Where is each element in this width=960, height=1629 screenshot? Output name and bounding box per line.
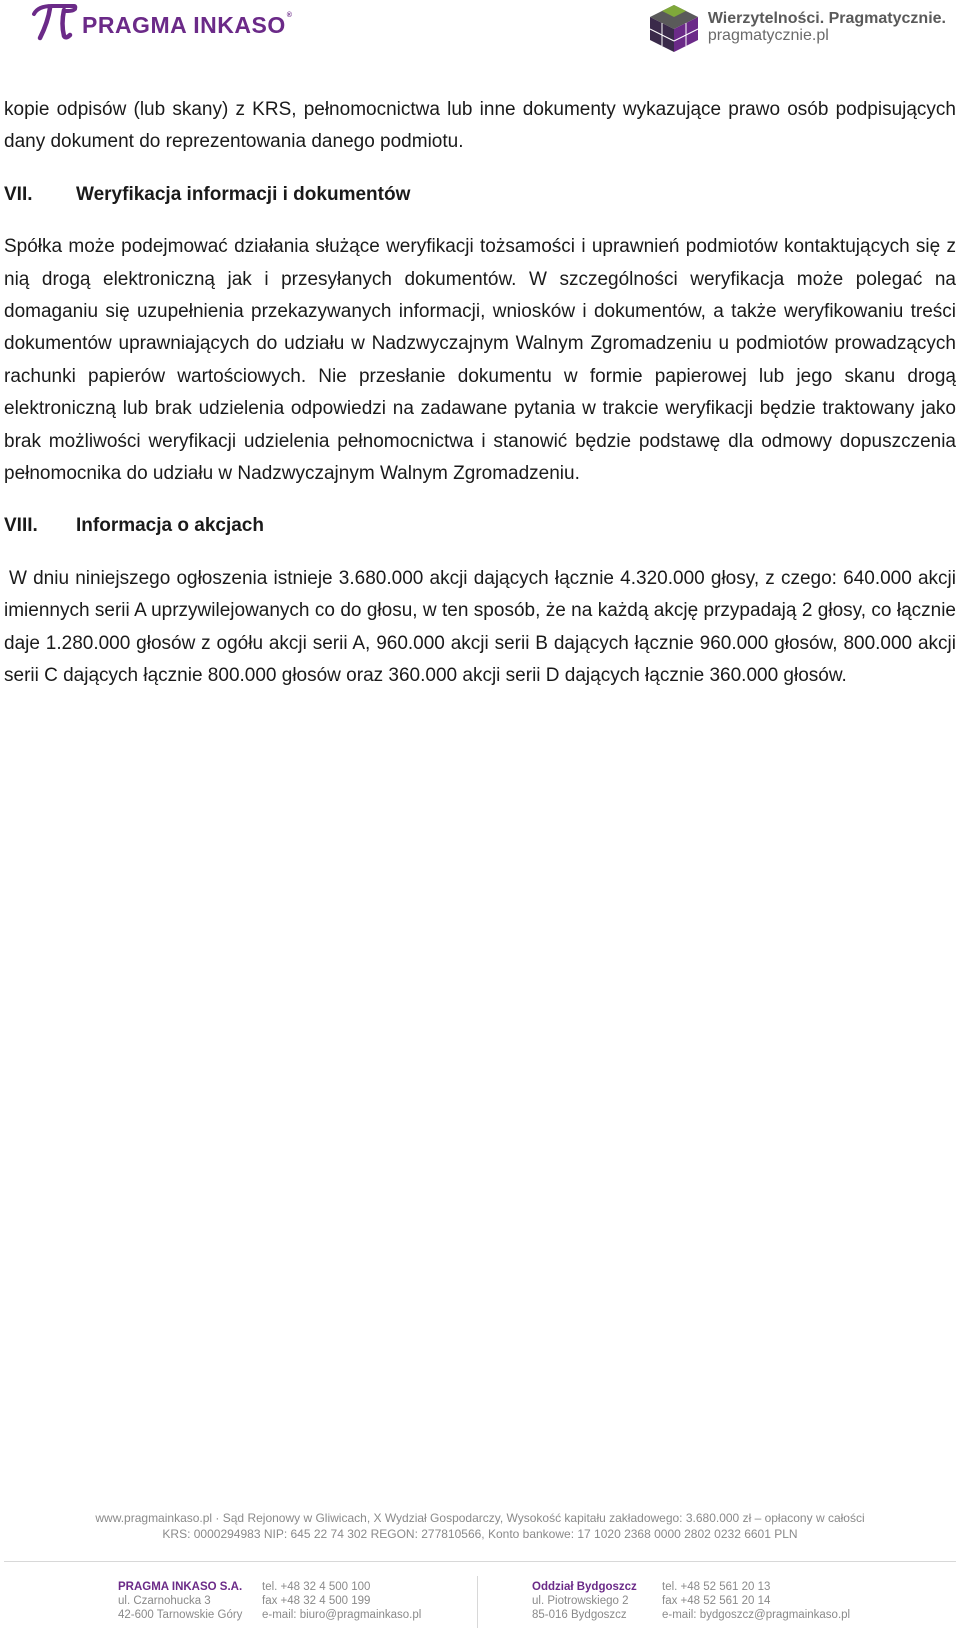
section-heading-vii — [4, 179, 956, 211]
registry-line: www.pragmainkaso.pl · Sąd Rejonowy w Gliwicach, X Wydział Gospodarczy, Wysokość kapitału zakładowego: 3.680.000 zł – opłacony w całości — [95, 1511, 865, 1525]
section-viii-paragraph: W dniu niniejszego ogłoszenia istnieje 3.680.000 akcji dających łącznie 4.320.000 głosy, z czego: 640.000 akcji imiennych serii A uprzywilejowanych co do głosu, w ten sposób, że na każdą akcję przypadają 2 głosy, co łącznie daje 1.280.000 głosów z ogółu akcji serii A, 960.000 akcji serii B dających łącznie 960.000 głosów, 800.000 akcji serii C dających łącznie 800.000 głosów oraz 360.000 akcji serii D dających łącznie 360.000 głosów. — [4, 567, 956, 687]
registry-line: KRS: 0000294983 NIP: 645 22 74 302 REGON: 277810566, Konto bankowe: 17 1020 2368 0000 2802 0232 6601 PLN — [162, 1527, 798, 1541]
brand-tagline: Wierzytelności. Pragmatycznie. — [707, 10, 946, 28]
branch-phone: tel. +48 52 561 20 13 — [662, 1581, 771, 1593]
section-vii-paragraph: Spółka może podejmować działania służące weryfikacji tożsamości i uprawnień podmiotów kontaktujących się z nią drogą elektroniczną jak i przesyłanych dokumentów. W szczególności weryfikacja może polegać na domaganiu się uzupełnienia przekazywanych informacji, wniosków i dokumentów, a także weryfikowaniu treści dokumentów uprawniających do udziału w Nadzwyczajnym Walnym Zgromadzeniu u podmiotów prowadzących rachunki papierów wartościowych. Nie przesłanie dokumentu w formie papierowej lub jego skanu drogą elektroniczną lub brak udzielenia odpowiedzi na zadawane pytania w trakcie weryfikacji będzie traktowany jako brak możliwości weryfikacji udzielenia pełnomocnictwa i stanowić będzie podstawę dla odmowy dopuszczenia pełnomocnika do udziału w Nadzwyczajnym Walnym Zgromadzeniu. — [4, 236, 956, 485]
pragma-inkaso-logo — [28, 2, 292, 42]
hq-city: 42-600 Tarnowskie Góry — [118, 1609, 243, 1621]
hq-fax: fax +48 32 4 500 199 — [262, 1595, 371, 1607]
intro-paragraph: kopie odpisów (lub skany) z KRS, pełnomocnictwa lub inne dokumenty wykazujące prawo osób podpisujących dany dokument do reprezentowania danego podmiotu. — [4, 99, 956, 153]
hq-phone: tel. +48 32 4 500 100 — [262, 1581, 371, 1593]
branch-email: e-mail: bydgoszcz@pragmainkaso.pl — [662, 1609, 851, 1621]
section-title: Informacja o akcjach — [76, 515, 264, 537]
brand-name-left: PRAGMA INKASO® — [82, 11, 293, 38]
company-registry-info — [0, 1510, 960, 1542]
section-number: VII. — [4, 183, 33, 205]
branch-title: Oddział Bydgoszcz — [532, 1581, 637, 1593]
branch-address — [532, 1580, 637, 1622]
section-number: VIII. — [4, 515, 38, 537]
hq-email: e-mail: biuro@pragmainkaso.pl — [262, 1609, 422, 1621]
page-header — [0, 0, 960, 60]
branch-contact — [662, 1580, 850, 1622]
hq-title: PRAGMA INKASO S.A. — [118, 1581, 243, 1593]
branch-city: 85-016 Bydgoszcz — [532, 1609, 627, 1621]
brand-website: pragmatycznie.pl — [707, 27, 829, 44]
section-heading-viii — [4, 510, 956, 542]
branch-street: ul. Piotrowskiego 2 — [532, 1595, 629, 1607]
pi-logo-icon — [28, 2, 78, 42]
cube-logo-icon — [646, 2, 702, 54]
hq-contact — [262, 1580, 421, 1622]
section-title: Weryfikacja informacji i dokumentów — [76, 183, 411, 205]
hq-address — [118, 1580, 242, 1622]
pragmatycznie-logo — [646, 2, 946, 54]
footer-column-divider — [477, 1576, 478, 1628]
footer-divider — [4, 1561, 956, 1562]
document-body — [4, 94, 956, 693]
branch-fax: fax +48 52 561 20 14 — [662, 1595, 771, 1607]
hq-street: ul. Czarnohucka 3 — [118, 1595, 211, 1607]
